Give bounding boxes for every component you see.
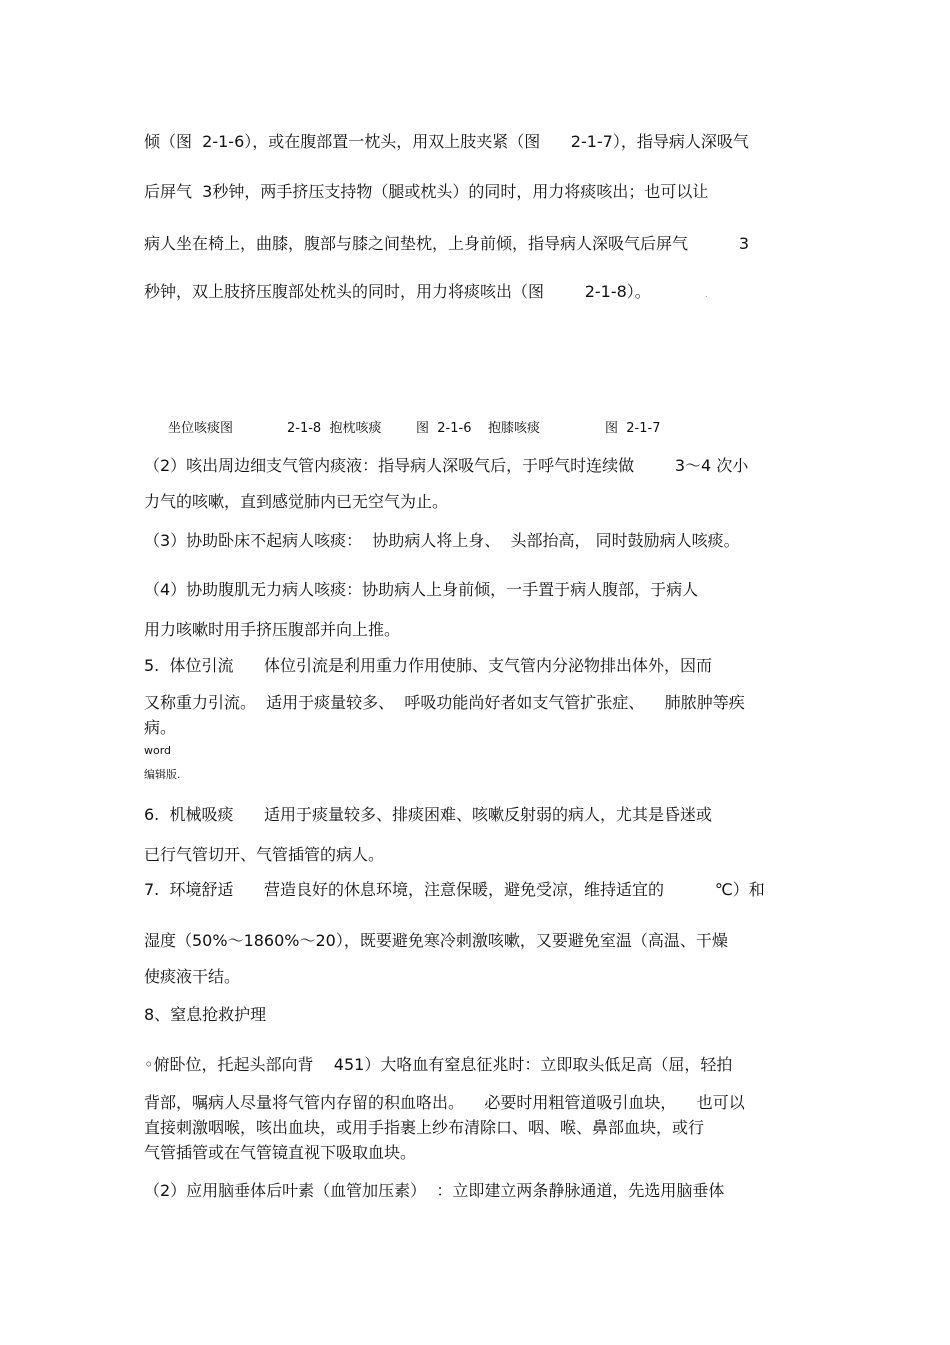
item-4-line: （4）协助腹肌无力病人咳痰：协助病人上身前倾，一手置于病人腹部，于病人	[144, 580, 699, 599]
section-5-line: 又称重力引流。 适用于痰量较多、 呼吸功能尚好者如支气管扩张症、 肺脓肿等疾	[144, 693, 745, 712]
item-2-line: 力气的咳嗽，直到感觉肺内已无空气为止。	[144, 492, 449, 511]
section-8-line: 背部，嘱病人尽量将气管内存留的积血咯出。 必要时用粗管道吸引血块， 也可以	[144, 1093, 745, 1112]
stray-dot: .	[705, 290, 708, 299]
section-8-line: 直接刺激咽喉，咳出血块，或用手指裹上纱布清除口、咽、喉、鼻部血块，或行	[144, 1118, 705, 1137]
figure-caption: 图 2-1-7	[605, 421, 661, 436]
paragraph-line: 秒钟，双上肢挤压腹部处枕头的同时，用力将痰咳出（图 2-1-8）。	[144, 282, 651, 301]
section-8-line: ◦俯卧位，托起头部向背 451）大咯血有窒息征兆时：立即取头低足高（屈，轻拍	[144, 1055, 733, 1074]
item-4-line: 用力咳嗽时用手挤压腹部并向上推。	[144, 620, 401, 639]
section-8-line: （2）应用脑垂体后叶素（血管加压素） ：立即建立两条静脉通道，先选用脑垂体	[144, 1181, 725, 1200]
section-8-line: 气管插管或在气管镜直视下吸取血块。	[144, 1143, 417, 1162]
item-2-line: （2）咳出周边细支气管内痰液：指导病人深吸气后，于呼气时连续做 3～4 次小	[144, 456, 749, 475]
section-5-line: 病。	[144, 718, 177, 737]
paragraph-line: 后屏气 3秒钟，两手挤压支持物（腿或枕头）的同时，用力将痰咳出；也可以让	[144, 182, 709, 201]
section-7-line: 使痰液干结。	[144, 967, 241, 986]
watermark-text: word	[144, 744, 172, 757]
section-7-line: 湿度（50%～1860%～20），既要避免寒冷刺激咳嗽，又要避免室温（高温、干燥	[144, 931, 728, 950]
paragraph-line: 病人坐在椅上，曲膝，腹部与膝之间垫枕，上身前倾，指导病人深吸气后屏气 3	[144, 234, 750, 253]
item-3-line: （3）协助卧床不起病人咳痰： 协助病人将上身、 头部抬高， 同时鼓励病人咳痰。	[144, 531, 740, 550]
section-8-title: 8、窒息抢救护理	[144, 1005, 267, 1024]
section-6-line: 6. 机械吸痰 适用于痰量较多、排痰困难、咳嗽反射弱的病人，尤其是昏迷或	[144, 805, 712, 824]
section-5-line: 5. 体位引流 体位引流是利用重力作用使肺、支气管内分泌物排出体外，因而	[144, 656, 712, 675]
section-6-line: 已行气管切开、气管插管的病人。	[144, 845, 385, 864]
paragraph-line: 倾（图 2-1-6），或在腹部置一枕头，用双上肢夹紧（图 2-1-7），指导病人深吸气	[144, 132, 749, 151]
figure-caption: 坐位咳痰图	[168, 421, 234, 436]
watermark-text: 编辑版.	[144, 768, 181, 781]
figure-caption: 2-1-8 抱枕咳痰	[287, 421, 382, 436]
section-7-line: 7. 环境舒适 营造良好的休息环境，注意保暖，避免受凉，维持适宜的 ℃）和	[144, 880, 765, 899]
figure-caption: 图 2-1-6 抱膝咳痰	[416, 421, 540, 436]
